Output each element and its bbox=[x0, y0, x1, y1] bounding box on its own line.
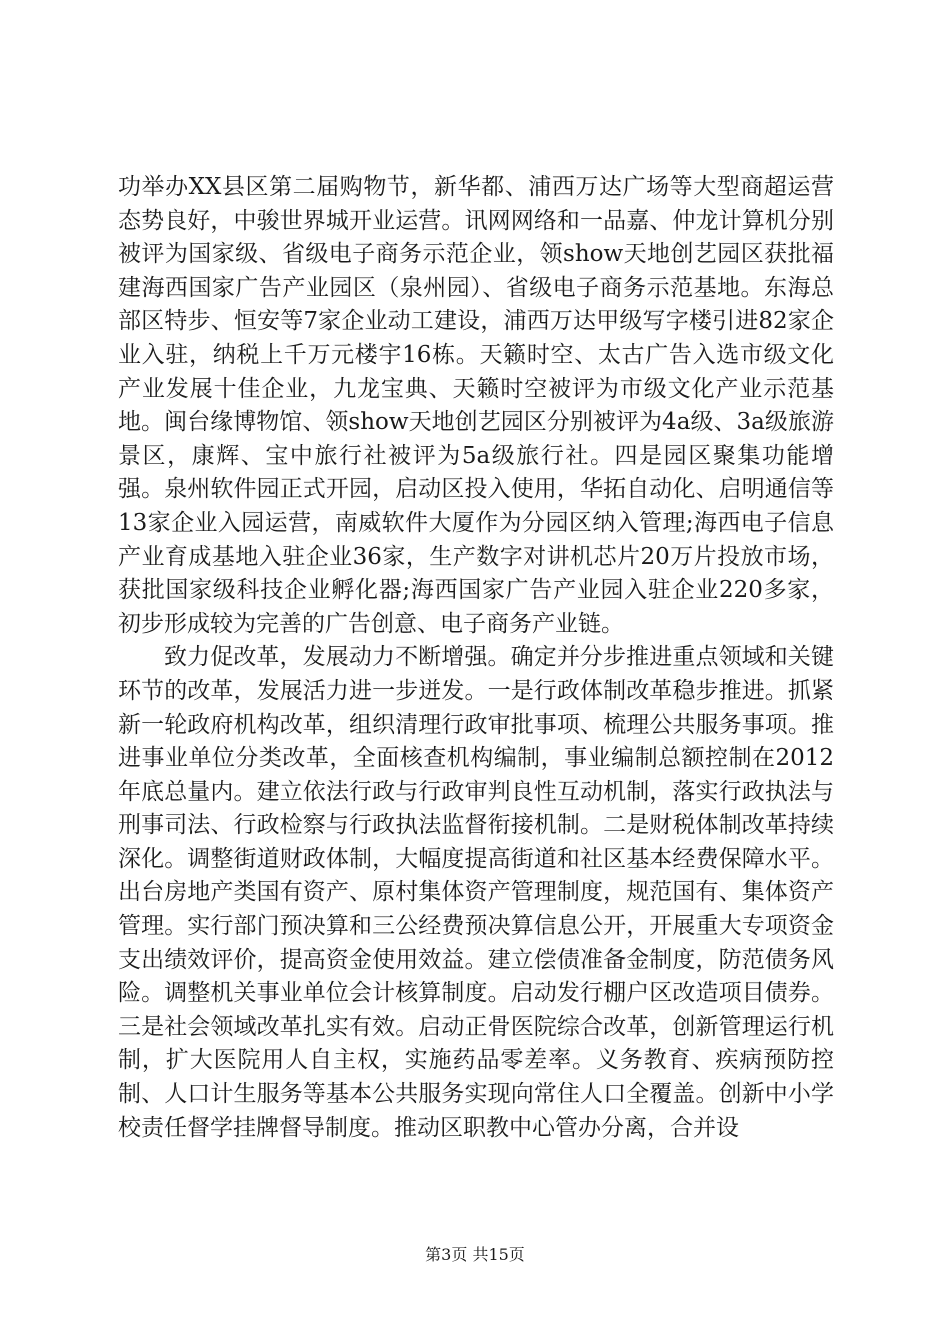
page-number-footer: 第3页 共15页 bbox=[425, 1245, 525, 1264]
paragraph-1: 功举办XX县区第二届购物节，新华都、浦西万达广场等大型商超运营态势良好，中骏世界城开业运营。讯网网络和一品嘉、仲龙计算机分别被评为国家级、省级电子商务示范企业，领show天地创艺园区获批福建海西国家广告产业园区（泉州园）、省级电子商务示范基地。东海总部区特步、恒安等7家企业动工建设，浦西万达甲级写字楼引进82家企业入驻，纳税上千万元楼宇16栋。天籁时空、太古广告入选市级文化产业发展十佳企业，九龙宝典、天籁时空被评为市级文化产业示范基地。闽台缘博物馆、领show天地创艺园区分别被评为4a级、3a级旅游景区，康辉、宝中旅行社被评为5a级旅行社。四是园区聚集功能增强。泉州软件园正式开园，启动区投入使用，华拓自动化、启明通信等13家企业入园运营，南威软件大厦作为分园区纳入管理;海西电子信息产业育成基地入驻企业36家，生产数字对讲机芯片20万片投放市场，获批国家级科技企业孵化器;海西国家广告产业园入驻企业220多家，初步形成较为完善的广告创意、电子商务产业链。 bbox=[118, 174, 834, 637]
paragraph-2: 致力促改革，发展动力不断增强。确定并分步推进重点领域和关键环节的改革，发展活力进一步迸发。一是行政体制改革稳步推进。抓紧新一轮政府机构改革，组织清理行政审批事项、梳理公共服务事项。推进事业单位分类改革，全面核查机构编制，事业编制总额控制在2012年底总量内。建立依法行政与行政审判良性互动机制，落实行政执法与刑事司法、行政检察与行政执法监督衔接机制。二是财税体制改革持续深化。调整街道财政体制，大幅度提高街道和社区基本经费保障水平。出台房地产类国有资产、原村集体资产管理制度，规范国有、集体资产管理。实行部门预决算和三公经费预决算信息公开，开展重大专项资金支出绩效评价，提高资金使用效益。建立偿债准备金制度，防范债务风险。调整机关事业单位会计核算制度。启动发行棚户区改造项目债券。三是社会领域改革扎实有效。启动正骨医院综合改革，创新管理运行机制，扩大医院用人自主权，实施药品零差率。义务教育、疾病预防控制、人口计生服务等基本公共服务实现向常住人口全覆盖。创新中小学校责任督学挂牌督导制度。推动区职教中心管办分离，合并设 bbox=[118, 644, 834, 1141]
body-text bbox=[118, 171, 834, 1145]
